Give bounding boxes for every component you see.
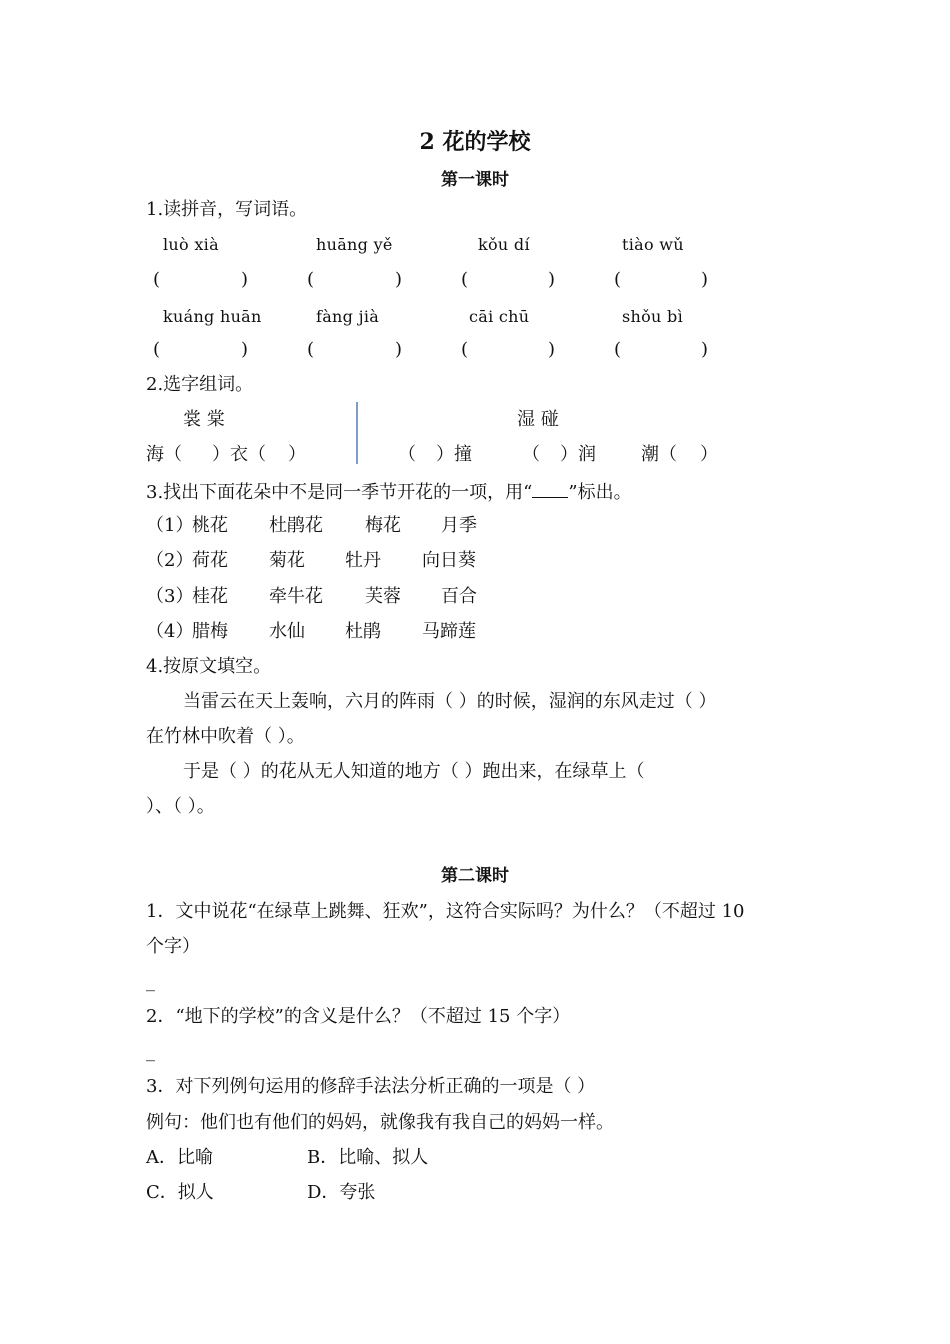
underline-mark <box>532 479 568 498</box>
q2-right-word-2: ）撞 <box>436 444 472 465</box>
q2-left-chars: 裳 棠 <box>183 409 225 430</box>
q2-right-word-3: （ <box>522 444 540 465</box>
flower: 菊花 <box>269 550 305 571</box>
option-a: A．比喻 <box>146 1147 213 1168</box>
q3-item-2-num: （2） <box>146 550 194 571</box>
l2-q3: 3．对下列例句运用的修辞手法法分析正确的一项是（ ） <box>146 1076 596 1097</box>
paren-open: ( <box>461 339 469 360</box>
pinyin-5: kuáng huān <box>163 307 262 326</box>
q2-left-word-2: ）衣（ <box>212 444 266 465</box>
flower: 水仙 <box>269 621 305 642</box>
pinyin-4: tiào wǔ <box>622 235 684 254</box>
pinyin-7: cāi chū <box>469 307 530 326</box>
q2-right-word-6: ） <box>700 444 718 465</box>
paren-close: ) <box>241 339 249 360</box>
paren-open: ( <box>153 339 161 360</box>
pinyin-2: huāng yě <box>316 235 393 254</box>
q3-item-1-num: （1） <box>146 515 194 536</box>
q3-item-4-num: （4） <box>146 621 194 642</box>
pinyin-3: kǒu dí <box>478 235 530 254</box>
flower: 牵牛花 <box>269 586 323 607</box>
flower: 桃花 <box>192 515 228 536</box>
q2-right-word-1: （ <box>398 444 416 465</box>
flower: 马蹄莲 <box>422 621 476 642</box>
q1-prompt: 1.读拼音，写词语。 <box>146 199 308 220</box>
lesson2-heading: 第二课时 <box>441 866 509 886</box>
q4-line-3: 于是（ ）的花从无人知道的地方（ ）跑出来，在绿草上（ <box>183 761 645 782</box>
page-title: 2 花的学校 <box>419 129 531 155</box>
q4-prompt: 4.按原文填空。 <box>146 656 272 677</box>
q2-left-word-3: ） <box>288 444 306 465</box>
paren-open: ( <box>461 269 469 290</box>
flower: 杜鹃 <box>345 621 381 642</box>
flower: 向日葵 <box>422 550 476 571</box>
l2-q1-line-1: 1．文中说花“在绿草上跳舞、狂欢”，这符合实际吗？为什么？（不超过 10 <box>146 901 745 922</box>
q3-prompt: 3.找出下面花朵中不是同一季节开花的一项，用“ ”标出。 <box>146 479 632 505</box>
option-d: D．夸张 <box>307 1182 376 1203</box>
flower: 荷花 <box>192 550 228 571</box>
paren-open: ( <box>614 269 622 290</box>
paren-close: ) <box>701 269 709 290</box>
l2-q1-line-2: 个字） <box>146 936 200 957</box>
paren-open: ( <box>307 339 315 360</box>
option-c: C．拟人 <box>146 1182 214 1203</box>
answer-blank-2: _ <box>146 1041 155 1062</box>
paren-open: ( <box>307 269 315 290</box>
flower: 牡丹 <box>345 550 381 571</box>
q3-item-3-num: （3） <box>146 586 194 607</box>
flower: 芙蓉 <box>365 586 401 607</box>
answer-blank-1: _ <box>146 971 155 992</box>
flower: 月季 <box>441 515 477 536</box>
q4-line-1: 当雷云在天上轰响，六月的阵雨（ ）的时候，湿润的东风走过（ ） <box>183 691 717 712</box>
flower: 百合 <box>441 586 477 607</box>
flower: 桂花 <box>192 586 228 607</box>
flower: 梅花 <box>365 515 401 536</box>
paren-close: ) <box>548 339 556 360</box>
q2-prompt: 2.选字组词。 <box>146 374 254 395</box>
q2-right-chars: 湿 碰 <box>517 409 559 430</box>
option-b: B．比喻、拟人 <box>307 1147 429 1168</box>
paren-close: ) <box>241 269 249 290</box>
q2-right-word-5: 潮（ <box>641 444 677 465</box>
q2-left-word-1: 海（ <box>146 444 182 465</box>
pinyin-1: luò xià <box>163 235 219 254</box>
l2-example: 例句：他们也有他们的妈妈，就像我有我自己的妈妈一样。 <box>146 1112 614 1133</box>
paren-close: ) <box>548 269 556 290</box>
divider <box>356 402 358 464</box>
paren-open: ( <box>614 339 622 360</box>
pinyin-6: fàng jià <box>316 307 380 326</box>
paren-open: ( <box>153 269 161 290</box>
q4-line-2: 在竹林中吹着（ ）。 <box>146 726 305 747</box>
flower: 腊梅 <box>192 621 228 642</box>
q4-line-4: ）、（ ）。 <box>146 796 215 817</box>
paren-close: ) <box>701 339 709 360</box>
flower: 杜鹃花 <box>269 515 323 536</box>
pinyin-8: shǒu bì <box>622 307 683 326</box>
paren-close: ) <box>395 269 403 290</box>
paren-close: ) <box>395 339 403 360</box>
lesson1-heading: 第一课时 <box>441 170 509 190</box>
q2-right-word-4: ）润 <box>560 444 596 465</box>
l2-q2: 2．“地下的学校”的含义是什么？（不超过 15 个字） <box>146 1006 571 1027</box>
